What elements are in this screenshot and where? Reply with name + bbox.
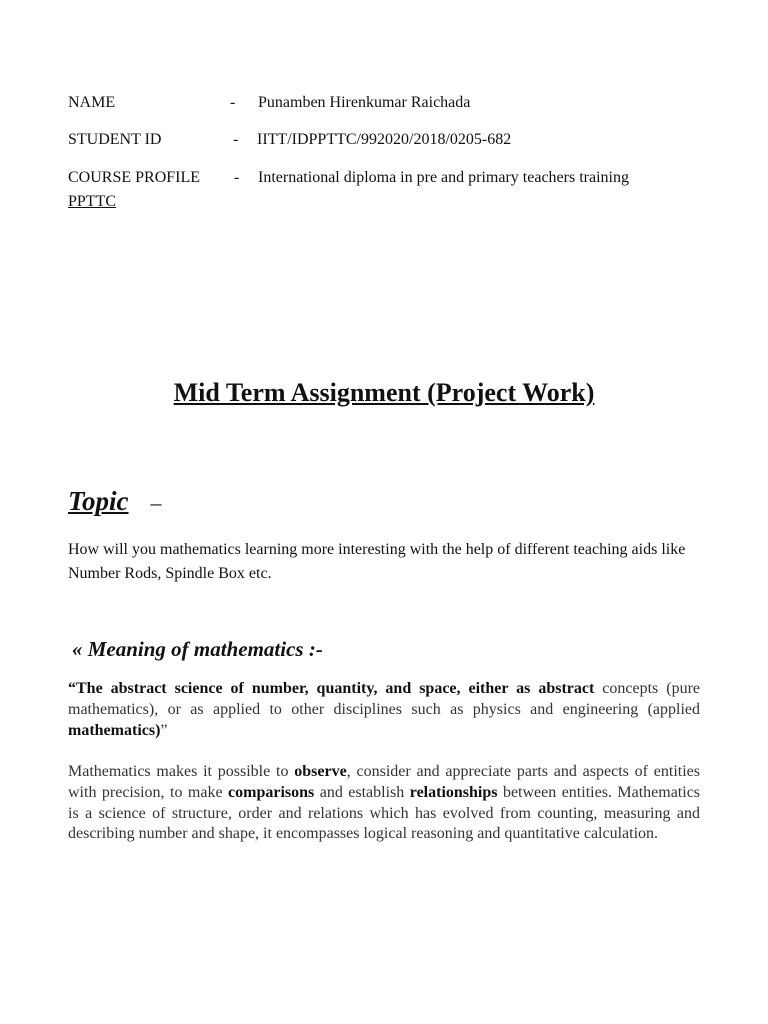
- meaning-heading: « Meaning of mathematics :-: [72, 637, 323, 661]
- definition-part-4: ”: [160, 721, 168, 739]
- explanation-part-3: , consider and appreciate parts and aspects of entities with precision, to make: [68, 763, 701, 801]
- definition-part-2: concepts (pure mathematics), or as applied to other disciplines such as physics and engineering (applied: [68, 680, 701, 718]
- topic-heading-separator: –: [150, 490, 162, 515]
- course-profile-value: International diploma in pre and primary teachers training: [258, 169, 629, 186]
- page-title: [0, 377, 768, 409]
- explanation-part-4: comparisons: [228, 783, 315, 801]
- definition-paragraph: [68, 679, 700, 741]
- explanation-part-5: and establish: [314, 783, 410, 801]
- topic-heading-label: Topic: [68, 486, 129, 516]
- name-dash: -: [230, 94, 236, 111]
- definition-part-1: “The abstract science of number, quantity, and space, either as abstract: [68, 680, 595, 697]
- name-value: Punamben Hirenkumar Raichada: [258, 94, 471, 111]
- student-id-label: STUDENT ID: [68, 131, 162, 148]
- explanation-part-2: observe: [294, 763, 347, 780]
- student-id-dash: -: [233, 131, 239, 148]
- explanation-part-1: Mathematics makes it possible to: [68, 763, 295, 780]
- explanation-part-7: between entities. Mathematics is a science of structure, order and relations which has evolved from counting, measuring and describing number and shape, it encompasses logical reasoning and quantitative calculation.: [68, 783, 701, 843]
- name-label: NAME: [68, 94, 116, 111]
- page-title-text: Mid Term Assignment (Project Work): [173, 378, 595, 407]
- explanation-paragraph: [68, 762, 700, 845]
- course-profile-label: COURSE PROFILE: [68, 169, 201, 186]
- topic-text: How will you mathematics learning more interesting with the help of different teaching aids like Number Rods, Spindle Box etc.: [68, 541, 686, 582]
- student-id-value: IITT/IDPPTTC/992020/2018/0205-682: [257, 131, 512, 148]
- explanation-part-6: relationships: [409, 783, 498, 801]
- course-abbreviation: PPTTC: [68, 193, 117, 210]
- topic-heading: [68, 484, 162, 520]
- definition-part-3: mathematics): [68, 721, 161, 739]
- course-profile-dash: -: [234, 169, 240, 186]
